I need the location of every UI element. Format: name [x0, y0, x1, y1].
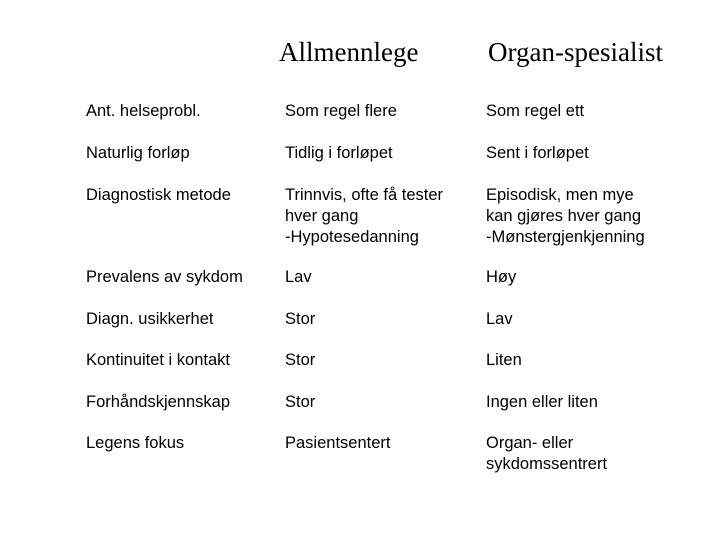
gp-cell [285, 309, 315, 330]
gp-cell [285, 350, 315, 371]
gp-line: Stor [285, 393, 316, 411]
spec-cell [486, 309, 513, 330]
spec-line: Sent i forløpet [486, 144, 589, 162]
gp-cell [285, 267, 312, 288]
spec-cell [486, 185, 645, 248]
spec-line: Ingen eller liten [486, 393, 598, 411]
spec-line: Høy [486, 268, 517, 286]
spec-cell [486, 267, 516, 288]
row-label: Ant. helseprobl. [86, 102, 201, 120]
gp-line: Stor [285, 310, 316, 328]
gp-cell [285, 101, 397, 122]
spec-line: Som regel ett [486, 102, 585, 120]
spec-line: kan gjøres hver gang [486, 207, 642, 225]
spec-cell [486, 143, 589, 164]
spec-line: Liten [486, 351, 522, 369]
spec-line: Organ- eller [486, 434, 574, 452]
spec-line: Episodisk, men mye [486, 186, 634, 204]
gp-line: Tidlig i forløpet [285, 144, 393, 162]
gp-cell [285, 433, 390, 454]
gp-line: hver gang [285, 207, 359, 225]
gp-line: Som regel flere [285, 102, 397, 120]
spec-cell [486, 101, 584, 122]
header-allmennlege: Allmennlege [279, 37, 419, 67]
spec-cell [486, 350, 522, 371]
gp-cell [285, 143, 393, 164]
row-label: Diagn. usikkerhet [86, 310, 214, 328]
row-label: Kontinuitet i kontakt [86, 351, 231, 369]
spec-line: -Mønstergjenkjenning [486, 228, 645, 246]
gp-line: -Hypotesedanning [285, 228, 419, 246]
spec-line: sykdomssentrert [486, 455, 608, 473]
spec-cell [486, 433, 607, 475]
header-organ-spesialist: Organ-spesialist [488, 37, 663, 67]
spec-line: Lav [486, 310, 513, 328]
gp-line: Trinnvis, ofte få tester [285, 186, 444, 204]
gp-cell [285, 185, 443, 248]
row-label: Diagnostisk metode [86, 186, 231, 204]
spec-cell [486, 392, 598, 413]
row-label: Forhåndskjennskap [86, 393, 231, 411]
row-label: Naturlig forløp [86, 144, 190, 162]
gp-line: Pasientsentert [285, 434, 391, 452]
gp-line: Stor [285, 351, 316, 369]
gp-cell [285, 392, 315, 413]
gp-line: Lav [285, 268, 312, 286]
row-label: Prevalens av sykdom [86, 268, 243, 286]
row-label: Legens fokus [86, 434, 185, 452]
